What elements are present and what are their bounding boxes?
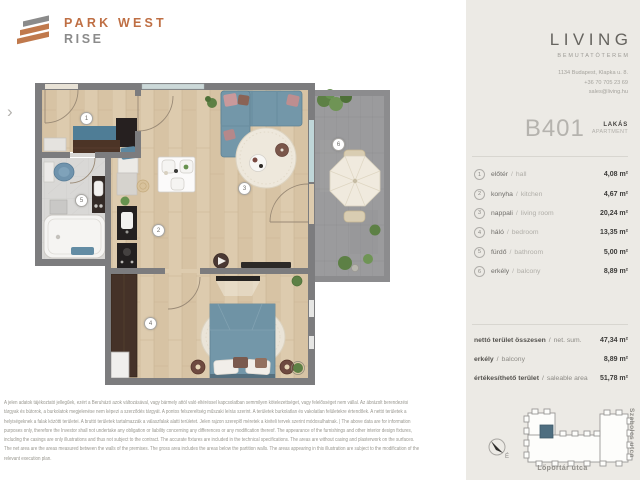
room-number-badge: 2 bbox=[474, 189, 485, 200]
room-number-badge: 5 bbox=[474, 247, 485, 258]
total-net: nettó terület összesen / net. sum. 47,34 m² bbox=[474, 337, 628, 345]
compass-label: É bbox=[505, 454, 510, 460]
room-row-hall: 1 előtér / hall 4,08 m² bbox=[474, 165, 628, 184]
room-row-bedroom: 4 háló / bedroom 13,35 m² bbox=[474, 223, 628, 242]
compass-icon bbox=[489, 439, 509, 460]
plan-badge-bath: 5 bbox=[75, 194, 88, 207]
room-number-badge: 4 bbox=[474, 227, 485, 238]
street-label-bottom: Lőportár utca bbox=[537, 465, 588, 472]
room-number-badge: 6 bbox=[474, 266, 485, 277]
room-area: 8,89 m² bbox=[603, 268, 628, 276]
brand-stripes-icon bbox=[16, 14, 56, 47]
showroom-phone: +36 70 705 23 69 bbox=[584, 79, 628, 86]
unit-id: B401 bbox=[524, 115, 585, 142]
living-logo: LIVING bbox=[549, 30, 633, 49]
living-subtitle: BEMUTATÓTEREM bbox=[557, 53, 630, 59]
next-plan-arrow-icon[interactable]: › bbox=[7, 102, 13, 121]
divider-totals bbox=[472, 324, 628, 325]
disclaimer-text: A jelen adatok tájékoztató jellegűek, ezért a Beruházó azok változásával, vagy bármely attól való eltéréssel kapcsolatban semmilyen kötelezettséget, vagy felelősséget nem vállal. Az ábrázolt berendezési tárgyak és bútorok, a burkolatok megjelenése nem képezi a szerződés tárgyát. A pontos felszereltség műszaki leírás szerint. A területek burkolatlan és vakolatlan felületekre értendőek. A nettó területek a helyiségeknek a falak közötti területei. A bruttó területek tartalmazzák a válaszfalak alatti területet. Jelen rajzon szereplő méretek a kiviteli tervek szerint módosulhatnak. | The above data are for information purposes only, therefore the Investor shall not undertake any obligation or liability concerning any differences or any modification thereof. The appearance of the furnishings and other interior design fixtures, including the casings are only illustrations and thus not subject to the contract. The accurate fixtures are included in the technical specifications. The areas are without casing and plasterwork on the surfaces. The net area are the areas measured between the walls of the premises. The gross area includes the areas below the partition walls. The areas appearing in this illustration are subject to the modification of the relevant execution plan. bbox=[4, 400, 420, 462]
room-row-bathroom: 5 fürdő / bathroom 5,00 m² bbox=[474, 243, 628, 262]
room-list bbox=[474, 165, 628, 281]
plan-badge-living: 3 bbox=[238, 182, 251, 195]
divider-top bbox=[472, 156, 628, 157]
dining-table bbox=[158, 157, 195, 192]
showroom-address: 1134 Budapest, Klapka u. 8. bbox=[558, 70, 628, 76]
brand-name: PARK WEST bbox=[64, 15, 167, 30]
room-row-kitchen: 2 konyha / kitchen 4,67 m² bbox=[474, 184, 628, 203]
park-west-rise-logo bbox=[16, 14, 167, 47]
plan-badge-bedroom: 4 bbox=[144, 317, 157, 330]
room-row-living: 3 nappali / living room 20,24 m² bbox=[474, 204, 628, 223]
brand-subname: RISE bbox=[64, 31, 104, 46]
room-number-badge: 1 bbox=[474, 169, 485, 180]
total-area: 8,89 m² bbox=[603, 356, 628, 364]
plan-badge-kitchen: 2 bbox=[152, 224, 165, 237]
living-rug-and-tables bbox=[236, 128, 296, 188]
showroom-block bbox=[549, 30, 633, 98]
total-area: 51,78 m² bbox=[599, 375, 628, 383]
plan-badge-balcony: 6 bbox=[332, 138, 345, 151]
room-area: 20,24 m² bbox=[599, 209, 628, 217]
room-area: 5,00 m² bbox=[603, 248, 628, 256]
showroom-email: sales@living.hu bbox=[588, 89, 628, 95]
plan-badge-hall: 1 bbox=[80, 112, 93, 125]
total-area: 47,34 m² bbox=[599, 337, 628, 345]
street-label-right: Szabolcs utca bbox=[628, 408, 635, 458]
total-balcony: erkély / balcony 8,89 m² bbox=[474, 356, 628, 364]
unit-b401-marker bbox=[540, 425, 553, 438]
floorplan-drawing bbox=[30, 60, 462, 400]
room-row-balcony: 6 erkély / balcony 8,89 m² bbox=[474, 262, 628, 281]
total-saleable: értékesíthető terület / saleable area 51,78 m² bbox=[474, 375, 628, 383]
room-area: 4,08 m² bbox=[603, 171, 628, 179]
unit-type-en: APARTMENT bbox=[591, 129, 628, 135]
totals-list bbox=[474, 331, 628, 389]
room-number-badge: 3 bbox=[474, 208, 485, 219]
unit-type-hu: LAKÁS bbox=[603, 121, 628, 128]
room-area: 4,67 m² bbox=[603, 190, 628, 198]
room-area: 13,35 m² bbox=[599, 229, 628, 237]
unit-header bbox=[525, 115, 628, 143]
